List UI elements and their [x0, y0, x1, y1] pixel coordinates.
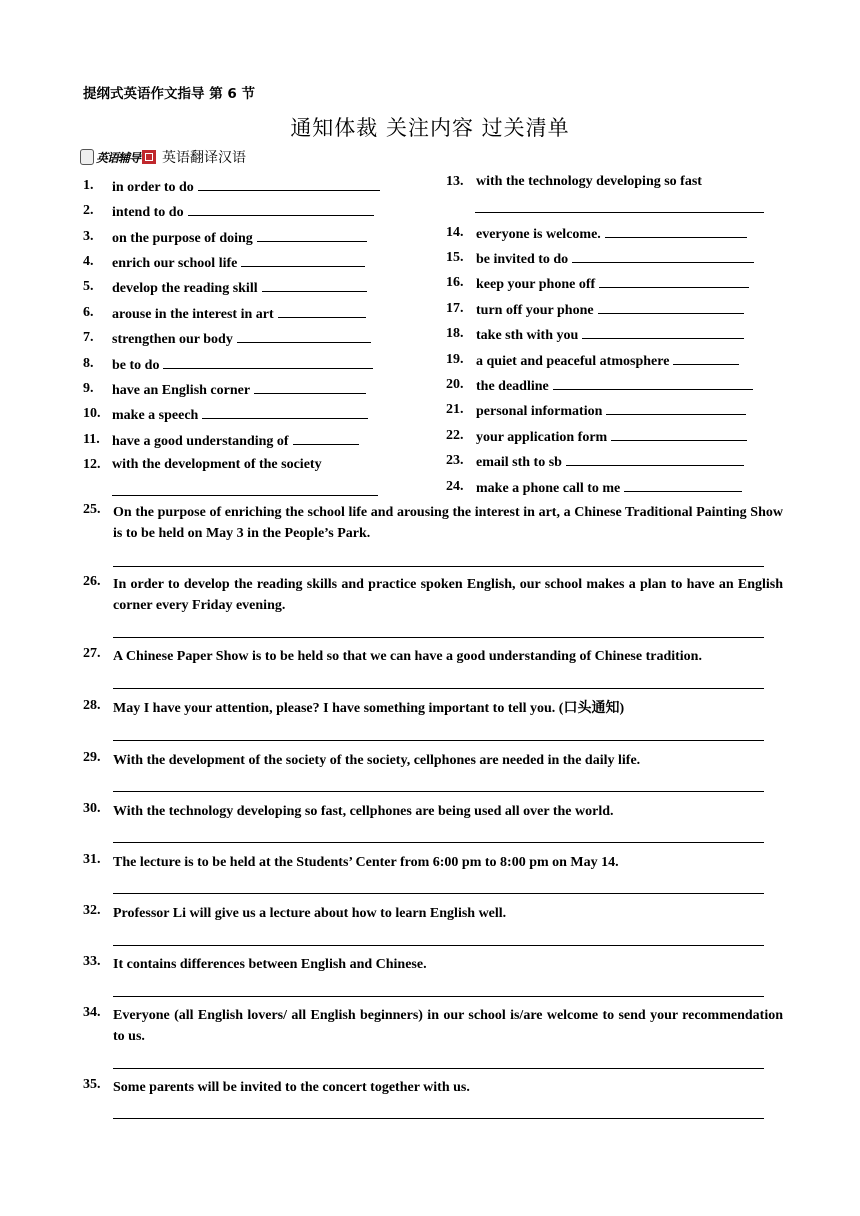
blank-line[interactable] [475, 212, 764, 213]
vocab-text: arouse in the interest in art [112, 307, 274, 322]
answer-line[interactable] [113, 688, 764, 689]
blank-line[interactable] [598, 300, 744, 314]
sentence-text: A Chinese Paper Show is to be held so that we can have a good understanding of Chinese tradition. [113, 649, 702, 664]
vocab-text: make a speech [112, 408, 199, 423]
sentence-text: On the purpose of enriching the school life and arousing the interest in art, a Chinese Traditional Painting Show is to be held on May 3 in the People’s Park. [113, 505, 783, 541]
sentence-text: It contains differences between English and Chinese. [113, 957, 427, 972]
sentence-text: Professor Li will give us a lecture about how to learn English well. [113, 906, 507, 921]
vocab-number: 5. [83, 279, 94, 294]
vocab-text: your application form [476, 430, 608, 445]
vocab-number: 20. [446, 377, 464, 392]
blank-line[interactable] [582, 325, 744, 339]
sentence-text: With the development of the society of the society, cellphones are needed in the daily life. [113, 753, 641, 768]
vocab-number: 22. [446, 428, 464, 443]
vocab-number: 10. [83, 406, 101, 421]
sentence-text: The lecture is to be held at the Students’ Center from 6:00 pm to 8:00 pm on May 14. [113, 855, 619, 870]
blank-line[interactable] [241, 253, 365, 267]
blank-line[interactable] [254, 380, 366, 394]
sentence-text: May I have your attention, please? I have something important to tell you. (口头通知) [113, 701, 625, 716]
vocab-text: everyone is welcome. [476, 227, 601, 242]
page-title: 通知体裁 关注内容 过关清单 [290, 116, 570, 140]
sentence-number: 31. [83, 852, 101, 867]
vocab-number: 9. [83, 381, 94, 396]
answer-line[interactable] [113, 893, 764, 894]
blank-line[interactable] [237, 329, 371, 343]
blank-line[interactable] [188, 202, 374, 216]
vocab-number: 1. [83, 178, 94, 193]
vocab-number: 4. [83, 254, 94, 269]
vocab-number: 19. [446, 352, 464, 367]
answer-line[interactable] [113, 945, 764, 946]
blank-line[interactable] [163, 355, 373, 369]
blank-line[interactable] [566, 452, 744, 466]
blank-line[interactable] [257, 228, 367, 242]
sentence-number: 33. [83, 954, 101, 969]
sentence-text: With the technology developing so fast, cellphones are being used all over the world. [113, 804, 614, 819]
vocab-number: 13. [446, 174, 464, 189]
vocab-number: 15. [446, 250, 464, 265]
seal-icon [142, 150, 156, 164]
vocab-number: 16. [446, 275, 464, 290]
vocab-text: intend to do [112, 205, 184, 220]
vocab-number: 11. [83, 432, 100, 447]
vocab-text: personal information [476, 404, 603, 419]
vocab-number: 21. [446, 402, 464, 417]
sentence-number: 30. [83, 801, 101, 816]
vocab-text: on the purpose of doing [112, 231, 253, 246]
vocab-text: keep your phone off [476, 277, 596, 292]
sentence-number: 32. [83, 903, 101, 918]
vocab-text: have an English corner [112, 383, 251, 398]
answer-line[interactable] [113, 740, 764, 741]
logo [80, 148, 156, 166]
section-label: 英语翻译汉语 [162, 150, 247, 166]
blank-line[interactable] [198, 177, 380, 191]
vocab-text: with the technology developing so fast [476, 174, 702, 189]
sentence-text: In order to develop the reading skills and practice spoken English, our school makes a plan to have an English corner every Friday evening. [113, 577, 783, 613]
sentence-text: Everyone (all English lovers/ all English beginners) in our school is/are welcome to send your recommendation to us. [113, 1008, 783, 1044]
vocab-number: 7. [83, 330, 94, 345]
vocab-number: 14. [446, 225, 464, 240]
vocab-number: 18. [446, 326, 464, 341]
blank-line[interactable] [262, 278, 367, 292]
vocab-text: take sth with you [476, 328, 579, 343]
vocab-text: be invited to do [476, 252, 569, 267]
blank-line[interactable] [553, 376, 753, 390]
vocab-number: 17. [446, 301, 464, 316]
blank-line[interactable] [605, 224, 747, 238]
vocab-number: 2. [83, 203, 94, 218]
sentence-number: 28. [83, 698, 101, 713]
blank-line[interactable] [278, 304, 366, 318]
answer-line[interactable] [113, 791, 764, 792]
sentence-number: 34. [83, 1005, 101, 1020]
vocab-text: turn off your phone [476, 303, 594, 318]
vocab-text: enrich our school life [112, 256, 238, 271]
sentence-number: 26. [83, 574, 101, 589]
answer-line[interactable] [113, 842, 764, 843]
vocab-text: a quiet and peaceful atmosphere [476, 354, 670, 369]
vocab-number: 8. [83, 356, 94, 371]
sentence-number: 35. [83, 1077, 101, 1092]
blank-line[interactable] [202, 405, 368, 419]
vocab-text: the deadline [476, 379, 549, 394]
vocab-text: be to do [112, 358, 160, 373]
answer-line[interactable] [113, 637, 764, 638]
vocab-number: 3. [83, 229, 94, 244]
section-heading [80, 146, 246, 168]
sentence-text: Some parents will be invited to the concert together with us. [113, 1080, 470, 1095]
vocab-number: 24. [446, 479, 464, 494]
vocab-number: 23. [446, 453, 464, 468]
blank-line[interactable] [599, 274, 749, 288]
blank-line[interactable] [611, 427, 747, 441]
vocab-number: 6. [83, 305, 94, 320]
vocab-text: develop the reading skill [112, 281, 258, 296]
sentence-number: 29. [83, 750, 101, 765]
blank-line[interactable] [112, 495, 378, 496]
logo-icon [80, 149, 94, 165]
vocab-number: 12. [83, 457, 101, 472]
vocab-text: make a phone call to me [476, 481, 621, 496]
vocab-text: with the development of the society [112, 457, 322, 472]
sentence-number: 27. [83, 646, 101, 661]
blank-line[interactable] [624, 478, 742, 492]
vocab-text: in order to do [112, 180, 194, 195]
logo-text: 英语辅导 [96, 150, 141, 165]
answer-line[interactable] [113, 566, 764, 567]
page-header: 提纲式英语作文指导 第 6 节 [83, 86, 255, 102]
answer-line[interactable] [113, 996, 764, 997]
blank-line[interactable] [572, 249, 754, 263]
vocab-text: strengthen our body [112, 332, 233, 347]
answer-line[interactable] [113, 1068, 764, 1069]
blank-line[interactable] [293, 431, 359, 445]
blank-line[interactable] [673, 351, 739, 365]
blank-line[interactable] [606, 401, 746, 415]
sentence-number: 25. [83, 502, 101, 517]
answer-line[interactable] [113, 1118, 764, 1119]
vocab-text: have a good understanding of [112, 434, 289, 449]
vocab-text: email sth to sb [476, 455, 562, 470]
